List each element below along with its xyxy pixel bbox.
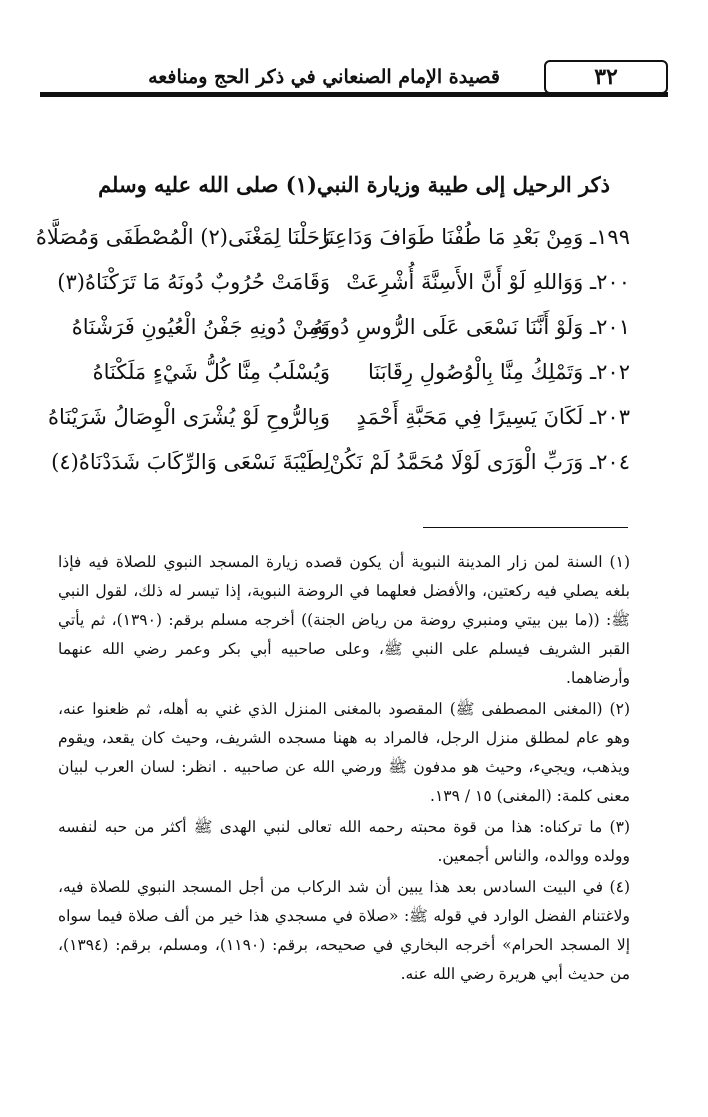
verse-204 bbox=[51, 450, 630, 495]
verse-first-hemistich: ٢٠٠ـ وَوَاللهِ لَوْ أَنَّ الأَسِنَّةَ أُشْرِعَتْ bbox=[346, 270, 630, 294]
running-title: قصيدة الإمام الصنعاني في ذكر الحج ومنافعه bbox=[148, 66, 500, 88]
footnote-4: (٤) في البيت السادس بعد هذا يبين أن شد الركاب من أجل المسجد النبوي للصلاة فيه، ولاغتنام الفضل الوارد في قوله ﷺ: «صلاة في مسجدي هذا خير من ألف صلاة فيما سواه إلا المسجد الحرام» أخرجه البخاري في صحيحه، برقم: (١١٩٠)، ومسلم، برقم: (١٣٩٤)، من حديث أبي هريرة رضي الله عنه. bbox=[58, 878, 630, 983]
verse-first-hemistich: ٢٠٢ـ وَتَمْلِكُ مِنَّا بِالْوُصُولِ رِقَابَنَا bbox=[367, 360, 630, 384]
section-title: ذكر الرحيل إلى طيبة وزيارة النبي(١) صلى الله عليه وسلم bbox=[98, 172, 610, 197]
page-number-box bbox=[544, 60, 668, 94]
verse-203 bbox=[48, 405, 630, 450]
header-rule bbox=[40, 92, 668, 97]
verse-first-hemistich: ٢٠٣ـ لَكَانَ يَسِيرًا فِي مَحَبَّةِ أَحْمَدٍ bbox=[356, 405, 630, 429]
page-number: ٣٢ bbox=[594, 64, 618, 90]
footnote-3: (٣) ما تركناه: هذا من قوة محبته رحمه الله تعالى لنبي الهدى ﷺ أكثر من حبه لنفسه وولده ووالده، والناس أجمعين. bbox=[58, 818, 630, 865]
verse-second-hemistich: رَحَلْنَا لِمَغْنَى(٢) الْمُصْطَفَى وَمُصَلَّاهُ bbox=[35, 225, 330, 249]
verse-second-hemistich: وَقَامَتْ حُرُوبٌ دُونَهُ مَا تَرَكْنَاهُ(٣) bbox=[57, 270, 330, 294]
verse-second-hemistich: وَيُسْلَبُ مِنَّا كُلُّ شَيْءٍ مَلَكْنَاهُ bbox=[92, 360, 330, 384]
verse-second-hemistich: لِطَيْبَةَ نَسْعَى وَالرِّكَابَ شَدَدْنَاهُ(٤) bbox=[51, 450, 330, 474]
poem bbox=[35, 225, 630, 495]
verse-first-hemistich: ٢٠١ـ وَلَوْ أَنَّنَا نَسْعَى عَلَى الرُّوسِ دُونَهُ bbox=[312, 315, 630, 339]
footnote-separator bbox=[423, 527, 628, 528]
verse-199 bbox=[35, 225, 630, 270]
verse-first-hemistich: ٢٠٤ـ وَرَبِّ الْوَرَى لَوْلَا مُحَمَّدُ لَمْ نَكُنْ bbox=[329, 450, 630, 474]
verse-200 bbox=[57, 270, 630, 315]
footnote-2: (٢) (المغنى المصطفى ﷺ) المقصود بالمغنى المنزل الذي غني به أهله، ثم ظعنوا عنه، وهو عام لمطلق منزل الرجل، فالمراد به ههنا مسجده الشريف، وحيث كان يقعد، ويقوم ويذهب، ويجيء، وحيث هو مدفون ﷺ ورضي الله عن صاحبيه . انظر: لسان العرب لبيان معنى كلمة: (المغنى) ١٥ / ١٣٩. bbox=[58, 700, 630, 805]
verse-second-hemistich: وَبِالرُّوحِ لَوْ يُشْرَى الْوِصَالُ شَرَيْنَاهُ bbox=[48, 405, 330, 429]
footnote-1: (١) السنة لمن زار المدينة النبوية أن يكون قصده زيارة المسجد النبوي للصلاة فيه فإذا بلغه يصلي فيه ركعتين، والأفضل فعلهما في الروضة النبوية، إذا تيسر له ذلك، لقول النبي ﷺ: ((ما بين بيتي ومنبري روضة من رياض الجنة)) أخرجه مسلم برقم: (١٣٩٠)، ثم يأتي القبر الشريف فيسلم على النبي ﷺ، وعلى صاحبيه أبي بكر وعمر رضي الله عنهما وأرضاهما. bbox=[58, 553, 630, 687]
page-header bbox=[40, 58, 668, 98]
verse-first-hemistich: ١٩٩ـ وَمِنْ بَعْدِ مَا طُفْنَا طَوَافَ وَدَاعِنَا bbox=[322, 225, 630, 249]
verse-second-hemistich: وَمِنْ دُونِهِ جَفْنُ الْعُيُونِ فَرَشْنَاهُ bbox=[71, 315, 330, 339]
verse-201 bbox=[60, 315, 630, 360]
verse-202 bbox=[60, 360, 630, 405]
footnotes bbox=[58, 548, 630, 991]
